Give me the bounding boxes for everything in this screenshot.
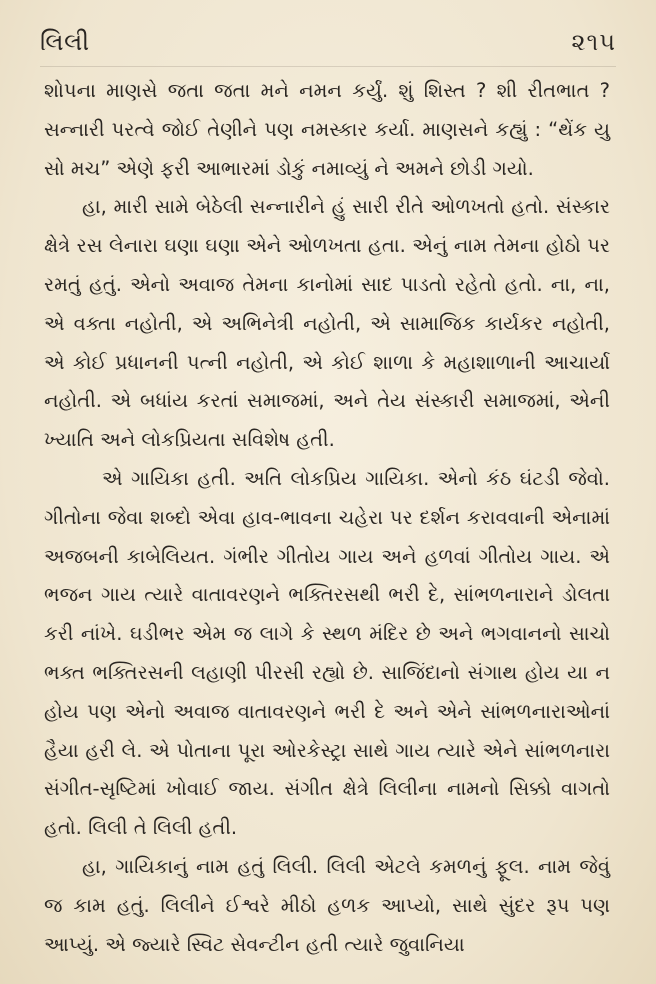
paragraph-4: હા, ગાયિકાનું નામ હતું લિલી. લિલી એટલે કમળનું ફૂલ. નામ જેવું જ કામ હતું. લિલીને ઈશ્વરે મીઠો હળક આપ્યો, સાથે સુંદર રૂપ પણ આપ્યું. એ જ્યારે સ્વિટ સેવન્ટીન હતી ત્યારે જુવાનિયા — [44, 854, 610, 956]
running-head: લિલી — [40, 28, 90, 56]
paragraph-3: એ ગાયિકા હતી. અતિ લોકપ્રિય ગાયિકા. એનો કંઠ ઘંટડી જેવો. ગીતોના જેવા શબ્દો એવા હાવ-ભાવના ચહેરા પર દર્શન કરાવવાની એનામાં અજબની કાબેલિયત. ગંભીર ગીતોય ગાય અને હળવાં ગીતોય ગાય. એ ભજન ગાય ત્યારે વાતાવરણને ભક્તિરસથી ભરી દે, સાંભળનારાને ડોલતા કરી નાંખે. ઘડીભર એમ જ લાગે કે સ્થળ મંદિર છે અને ભગવાનનો સાચો ભક્ત ભક્તિરસની લહાણી પીરસી રહ્યો છે. સાજિંદાનો સંગાથ હોય યા ન હોય પણ એનો અવાજ વાતાવરણને ભરી દે અને એને સાંભળનારાઓનાં હૈયા હરી લે. એ પોતાના પૂરા ઓરકેસ્ટ્રા સાથે ગાય ત્યારે એને સાંભળનારા સંગીત-સૃષ્ટિમાં ખોવાઈ જાય. સંગીત ક્ષેત્રે લિલીના નામનો સિક્કો વાગતો હતો. લિલી તે લિલી હતી. — [44, 466, 610, 840]
paragraph-1: શોપના માણસે જતા જતા મને નમન કર્યું. શું શિસ્ત ? શી રીતભાત ? સન્નારી પરત્વે જોઈ તેણીને પણ નમસ્કાર કર્યા. માણસને કહ્યું : “થેંક યુ સો મચ” એણે ફરી આભારમાં ડોકું નમાવ્યું ને અમને છોડી ગયો. — [44, 79, 610, 180]
page-header — [40, 28, 616, 64]
page-number: ૨૧૫ — [571, 28, 616, 56]
paragraph-2: હા, મારી સામે બેઠેલી સન્નારીને હું સારી રીતે ઓળખતો હતો. સંસ્કાર ક્ષેત્રે રસ લેનારા ઘણા ઘણા એને ઓળખતા હતા. એનું નામ તેમના હોઠો પર રમતું હતું. એનો અવાજ તેમના કાનોમાં સાદ પાડતો રહેતો હતો. ના, ના, એ વક્તા નહોતી, એ અભિનેત્રી નહોતી, એ સામાજિક કાર્યકર નહોતી, એ કોઈ પ્રધાનની પત્ની નહોતી, એ કોઈ શાળા કે મહાશાળાની આચાર્યા નહોતી. એ બધાંય કરતાં સમાજમાં, અને તેય સંસ્કારી સમાજમાં, એની ખ્યાતિ અને લોકપ્રિયતા સવિશેષ હતી. — [44, 195, 610, 452]
body-text — [44, 72, 610, 964]
header-divider — [40, 66, 616, 67]
